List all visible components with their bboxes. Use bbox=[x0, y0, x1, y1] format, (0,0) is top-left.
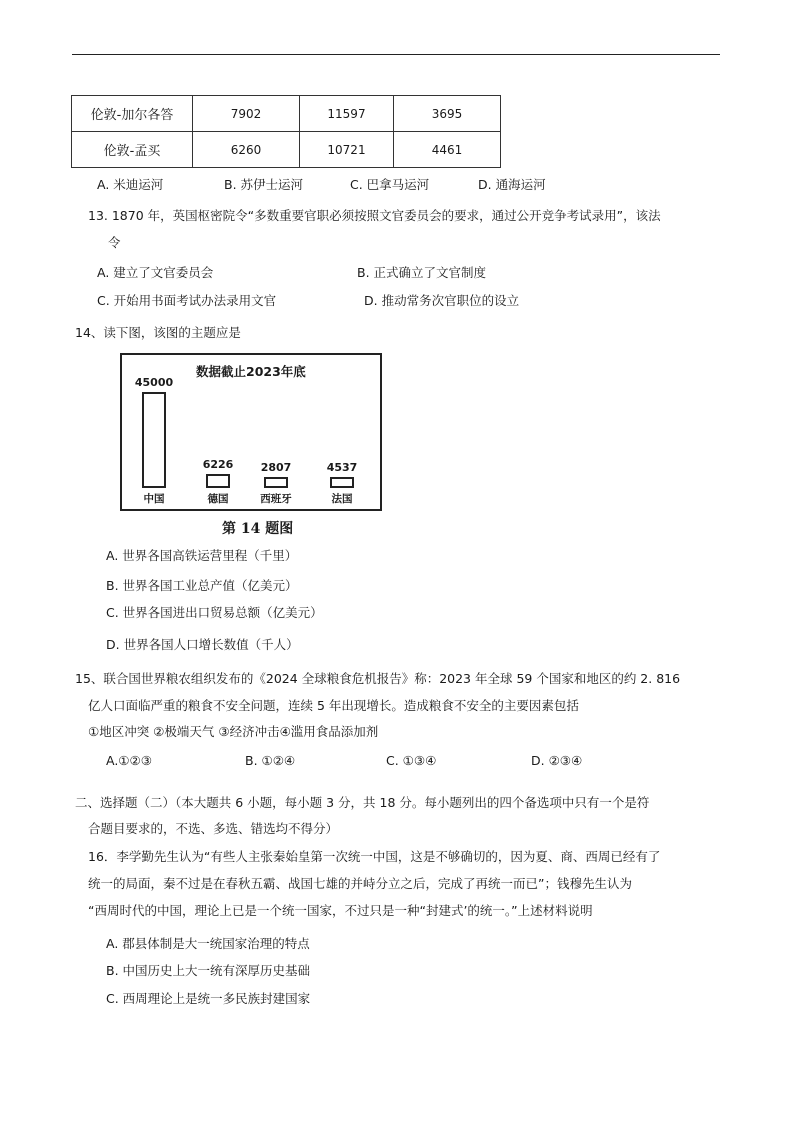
table-cell: 6260 bbox=[193, 132, 300, 168]
q16-option-c[interactable]: C. 西周理论上是统一多民族封建国家 bbox=[106, 991, 311, 1006]
q14-caption: 第 14 题图 bbox=[222, 521, 294, 537]
q14-bar-chart bbox=[120, 353, 382, 511]
q13-stem: 13. 1870 年，英国枢密院令“多数重要官职必须按照文官委员会的要求，通过公开竞争考试录用”，该法 bbox=[88, 208, 661, 223]
table-cell: 11597 bbox=[300, 96, 394, 132]
q15-option-a[interactable]: A.①②③ bbox=[106, 753, 152, 768]
q16-option-a[interactable]: A. 郡县体制是大一统国家治理的特点 bbox=[106, 936, 310, 951]
q15-stem-cont: 亿人口面临严重的粮食不安全问题，连续 5 年出现增长。造成粮食不安全的主要因素包括 bbox=[88, 698, 579, 713]
q16-stem-cont-2: “西周时代的中国，理论上已是一个统一国家，不过只是一种“封建式’的统一。”上述材料说明 bbox=[88, 903, 593, 918]
q14-option-b[interactable]: B. 世界各国工业总产值（亿美元） bbox=[106, 578, 298, 593]
chart-value-label: 45000 bbox=[134, 376, 174, 389]
table-cell: 伦敦-孟买 bbox=[72, 132, 193, 168]
q13-stem-cont: 令 bbox=[108, 235, 121, 250]
q13-option-a[interactable]: A. 建立了文官委员会 bbox=[97, 265, 214, 280]
q15-option-d[interactable]: D. ②③④ bbox=[531, 753, 583, 768]
section2-heading: 二、选择题（二）（本大题共 6 小题，每小题 3 分，共 18 分。每小题列出的四个备选项中只有一个是符 bbox=[75, 795, 650, 810]
q15-option-b[interactable]: B. ①②④ bbox=[245, 753, 296, 768]
chart-category-label: 西班牙 bbox=[260, 493, 292, 505]
header-rule bbox=[72, 54, 720, 55]
table-row bbox=[72, 96, 501, 132]
chart-title: 数据截止2023年底 bbox=[196, 364, 306, 379]
q14-option-c[interactable]: C. 世界各国进出口贸易总额（亿美元） bbox=[106, 605, 323, 620]
q15-option-c[interactable]: C. ①③④ bbox=[386, 753, 437, 768]
chart-value-label: 4537 bbox=[326, 461, 358, 474]
chart-category-label: 法国 bbox=[331, 493, 353, 505]
q12-option-d[interactable]: D. 通海运河 bbox=[478, 177, 546, 192]
distance-table bbox=[71, 95, 501, 168]
table-row bbox=[72, 132, 501, 168]
chart-category-label: 德国 bbox=[207, 493, 229, 505]
table-cell: 伦敦-加尔各答 bbox=[72, 96, 193, 132]
q13-option-b[interactable]: B. 正式确立了文官制度 bbox=[357, 265, 487, 280]
q12-option-c[interactable]: C. 巴拿马运河 bbox=[350, 177, 430, 192]
chart-value-label: 2807 bbox=[260, 461, 292, 474]
q16-option-b[interactable]: B. 中国历史上大一统有深厚历史基础 bbox=[106, 963, 311, 978]
chart-category-label: 中国 bbox=[143, 493, 165, 505]
section2-heading-cont: 合题目要求的，不选、多选、错选均不得分） bbox=[88, 821, 339, 836]
chart-bar-3 bbox=[264, 477, 288, 488]
table-cell: 3695 bbox=[394, 96, 501, 132]
q16-stem: 16．李学勤先生认为“有些人主张秦始皇第一次统一中国，这是不够确切的，因为夏、商、西周已经有了 bbox=[88, 849, 661, 864]
q14-option-d[interactable]: D. 世界各国人口增长数值（千人） bbox=[106, 637, 299, 652]
q14-stem: 14、读下图，该图的主题应是 bbox=[75, 325, 241, 340]
chart-bar-1 bbox=[142, 392, 166, 488]
q14-option-a[interactable]: A. 世界各国高铁运营里程（千里） bbox=[106, 548, 298, 563]
q12-option-b[interactable]: B. 苏伊士运河 bbox=[224, 177, 304, 192]
q16-stem-cont-1: 统一的局面，秦不过是在春秋五霸、战国七雄的并峙分立之后，完成了再统一而已”；钱穆先生认为 bbox=[88, 876, 632, 891]
q15-factors: ①地区冲突 ②极端天气 ③经济冲击④滥用食品添加剂 bbox=[88, 724, 379, 739]
table-cell: 4461 bbox=[394, 132, 501, 168]
chart-bar-4 bbox=[330, 477, 354, 488]
table-cell: 10721 bbox=[300, 132, 394, 168]
q12-option-a[interactable]: A. 米迪运河 bbox=[97, 177, 164, 192]
chart-value-label: 6226 bbox=[202, 458, 234, 471]
chart-bar-2 bbox=[206, 474, 230, 488]
q13-option-c[interactable]: C. 开始用书面考试办法录用文官 bbox=[97, 293, 277, 308]
q15-stem: 15、联合国世界粮农组织发布的《2024 全球粮食危机报告》称：2023 年全球 59 个国家和地区的约 2. 816 bbox=[75, 671, 681, 686]
q13-option-d[interactable]: D. 推动常务次官职位的设立 bbox=[364, 293, 520, 308]
table-cell: 7902 bbox=[193, 96, 300, 132]
